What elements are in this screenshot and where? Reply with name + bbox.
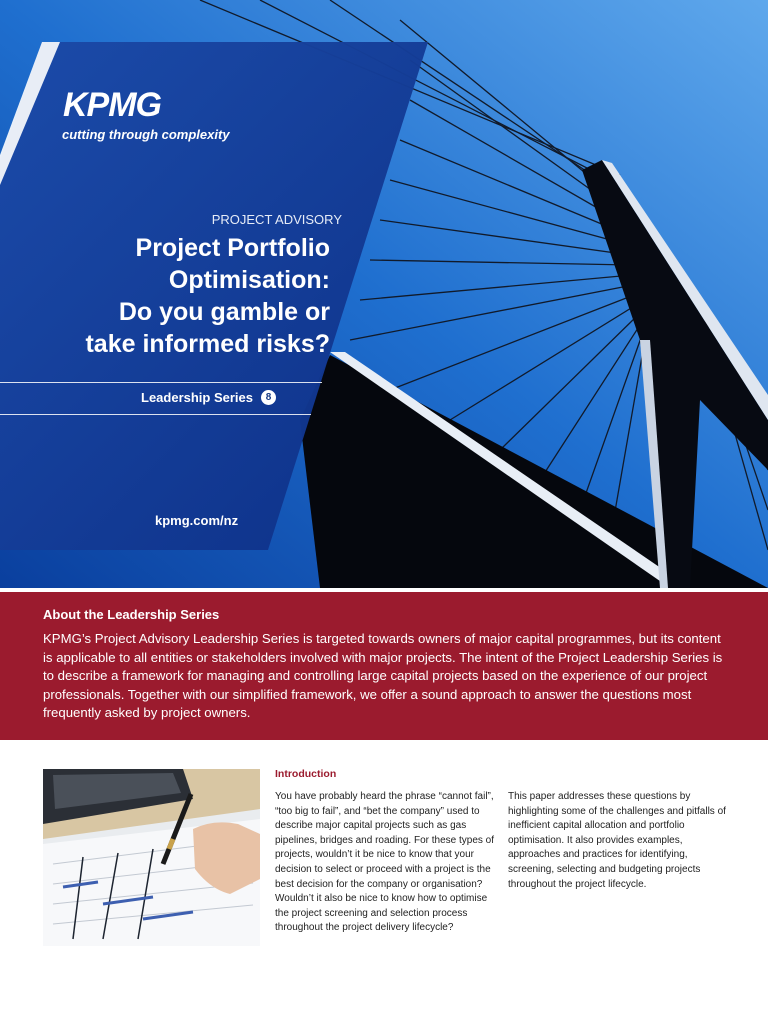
cover-title-line: Project Portfolio — [135, 234, 330, 262]
intro-column-2: This paper addresses these questions by highlighting some of the challenges and pitfalls of inefficient capital allocation and portfolio optimisation. It also provides examples, approaches and practices for identifying, screening, selecting and budgeting projects throughout the project lifecycle. — [508, 791, 726, 890]
planning-photo — [43, 769, 260, 946]
cover-rule-top — [0, 382, 322, 383]
intro-column-1: You have probably heard the phrase “cannot fail”, “too big to fail”, and “bet the company” used to describe major capital projects such as gas pipelines, bridges and roading. For these types of projects, wouldn’t it be nice to know that your decision to select or proceed with a project is the best decision for the company or organisation? Wouldn’t it also be nice to know how to optimise the project screening and selection process throughout the project delivery lifecycle? — [275, 791, 495, 934]
about-title: About the Leadership Series — [43, 607, 220, 622]
kpmg-logo[interactable]: KPMG — [63, 86, 161, 124]
leadership-series-label — [141, 390, 276, 405]
series-label: Leadership Series — [141, 390, 253, 405]
about-section — [0, 592, 768, 740]
cover-title — [10, 232, 330, 360]
intro-title: Introduction — [275, 768, 337, 780]
about-body: KPMG’s Project Advisory Leadership Series is targeted towards owners of major capital programmes, but its content is applicable to all entities or stakeholders involved with major projects. The intent of the Project Leadership Series is to describe a framework for managing and controlling large capital projects based on the experience of our project professionals. Together with our simplified framework, we offer a sound approach to answer the questions most frequently asked by project owners. — [43, 631, 723, 720]
website-link[interactable]: kpmg.com/nz — [155, 513, 239, 528]
cover-title-line: Do you gamble or — [118, 298, 330, 326]
series-number-badge: 8 — [261, 390, 276, 405]
cover-title-line: take informed risks? — [85, 330, 330, 358]
cover-title-line: Optimisation: — [168, 266, 330, 294]
brand-tagline: cutting through complexity — [62, 127, 230, 142]
cover-rule-bottom — [0, 414, 311, 415]
cover-kicker: PROJECT ADVISORY — [211, 212, 342, 227]
